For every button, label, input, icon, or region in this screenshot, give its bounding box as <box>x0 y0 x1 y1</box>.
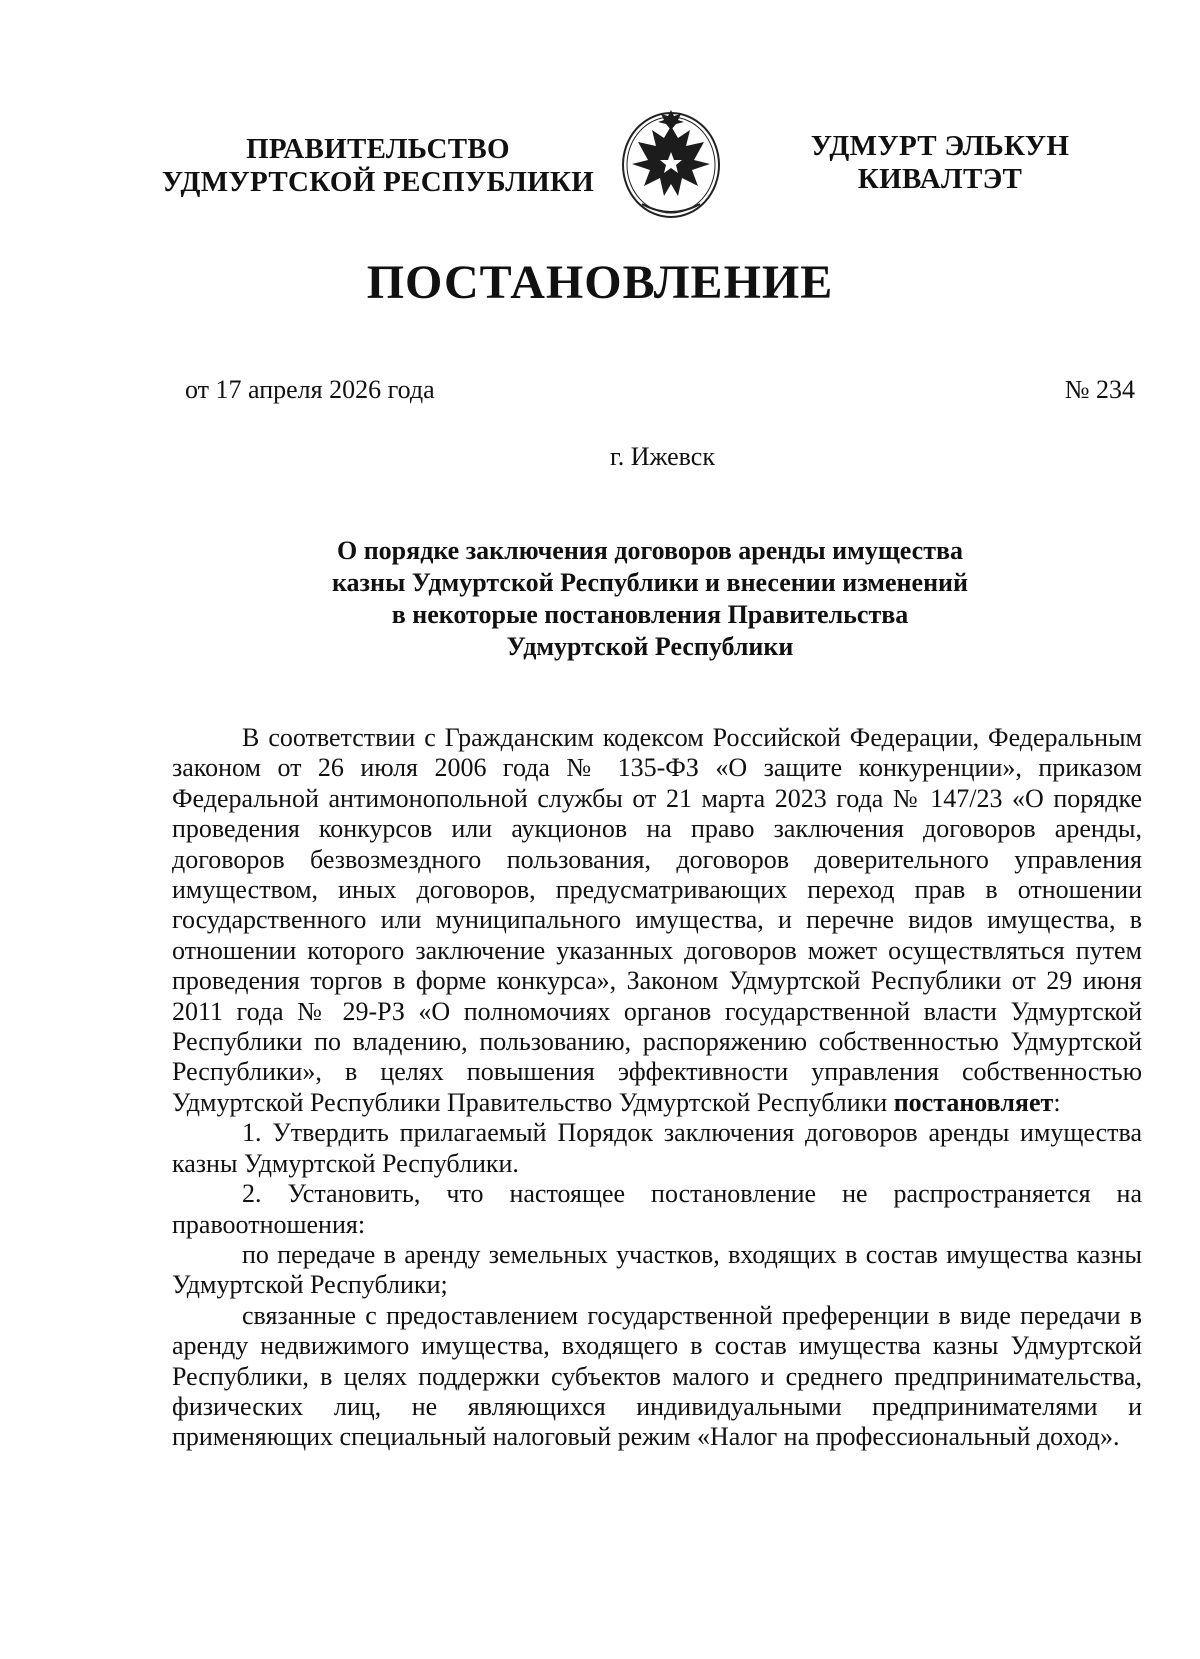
udmurt-coat-of-arms-icon <box>612 108 730 220</box>
item-2-subitem-1: по передаче в аренду земельных участков, входящих в состав имущества казны Удмуртской Республики; <box>172 1239 1142 1300</box>
document-title-line3: в некоторые постановления Правительства <box>391 600 909 629</box>
document-title-line2: казны Удмуртской Республики и внесении изменений <box>331 568 969 597</box>
document-number: № 234 <box>1064 375 1135 404</box>
document-title-line4: Удмуртской Республики <box>506 632 794 661</box>
item-1-paragraph: 1. Утвердить прилагаемый Порядок заключения договоров аренды имущества казны Удмуртской Республики. <box>172 1118 1142 1178</box>
document-city: г. Ижевск <box>610 442 715 471</box>
org-name-udmurt <box>800 130 1080 196</box>
document-title-line1: О порядке заключения договоров аренды имущества <box>336 536 964 565</box>
item-2-paragraph: 2. Установить, что настоящее постановление не распространяется на правоотношения: <box>172 1179 1142 1239</box>
org-name-russian-line2: УДМУРТСКОЙ РЕСПУБЛИКИ <box>161 166 595 198</box>
org-name-russian-line1: ПРАВИТЕЛЬСТВО <box>246 133 510 165</box>
resolves-colon: : <box>1053 1087 1061 1117</box>
item-2-subitem-2: связанные с предоставлением государственной преференции в виде передачи в аренду недвижимого имущества, входящего в состав имущества казны Удмуртской Республики, в целях поддержки субъектов малого и среднего предпринимательства, физических лиц, не являющихся индивидуальными предпринимателями и применяющих специальный налоговый режим «Налог на профессиональный доход». <box>172 1300 1142 1452</box>
org-name-russian <box>148 133 608 199</box>
org-name-udmurt-line2: КИВАЛТЭТ <box>857 163 1023 195</box>
document-title <box>290 535 1010 663</box>
document-body <box>172 723 1142 1453</box>
preamble-paragraph <box>172 723 1142 1118</box>
preamble-text: В соответствии с Гражданским кодексом Российской Федерации, Федеральным законом от 26 июля 2006 года № 135-ФЗ «О защите конкуренции», приказом Федеральной антимонопольной службы от 21 марта 2023 года № 147/23 «О порядке проведения конкурсов или аукционов на право заключения договоров аренды, договоров безвозмездного пользования, договоров доверительного управления имуществом, иных договоров, предусматривающих переход прав в отношении государственного или муниципального имущества, и перечне видов имущества, в отношении которого заключение указанных договоров может осуществляться путем проведения торгов в форме конкурса», Законом Удмуртской Республики от 29 июня 2011 года № 29-РЗ «О полномочиях органов государственной власти Удмуртской Республики по владению, пользованию, распоряжению собственностью Удмуртской Республики», в целях повышения эффективности управления собственностью Удмуртской Республики Правительство Удмуртской Республики <box>172 723 1142 1117</box>
org-name-udmurt-line1: УДМУРТ ЭЛЬКУН <box>810 130 1070 162</box>
resolves-keyword: постановляет <box>893 1087 1054 1117</box>
document-date: от 17 апреля 2026 года <box>185 375 435 404</box>
document-type-heading: ПОСТАНОВЛЕНИЕ <box>366 256 834 309</box>
